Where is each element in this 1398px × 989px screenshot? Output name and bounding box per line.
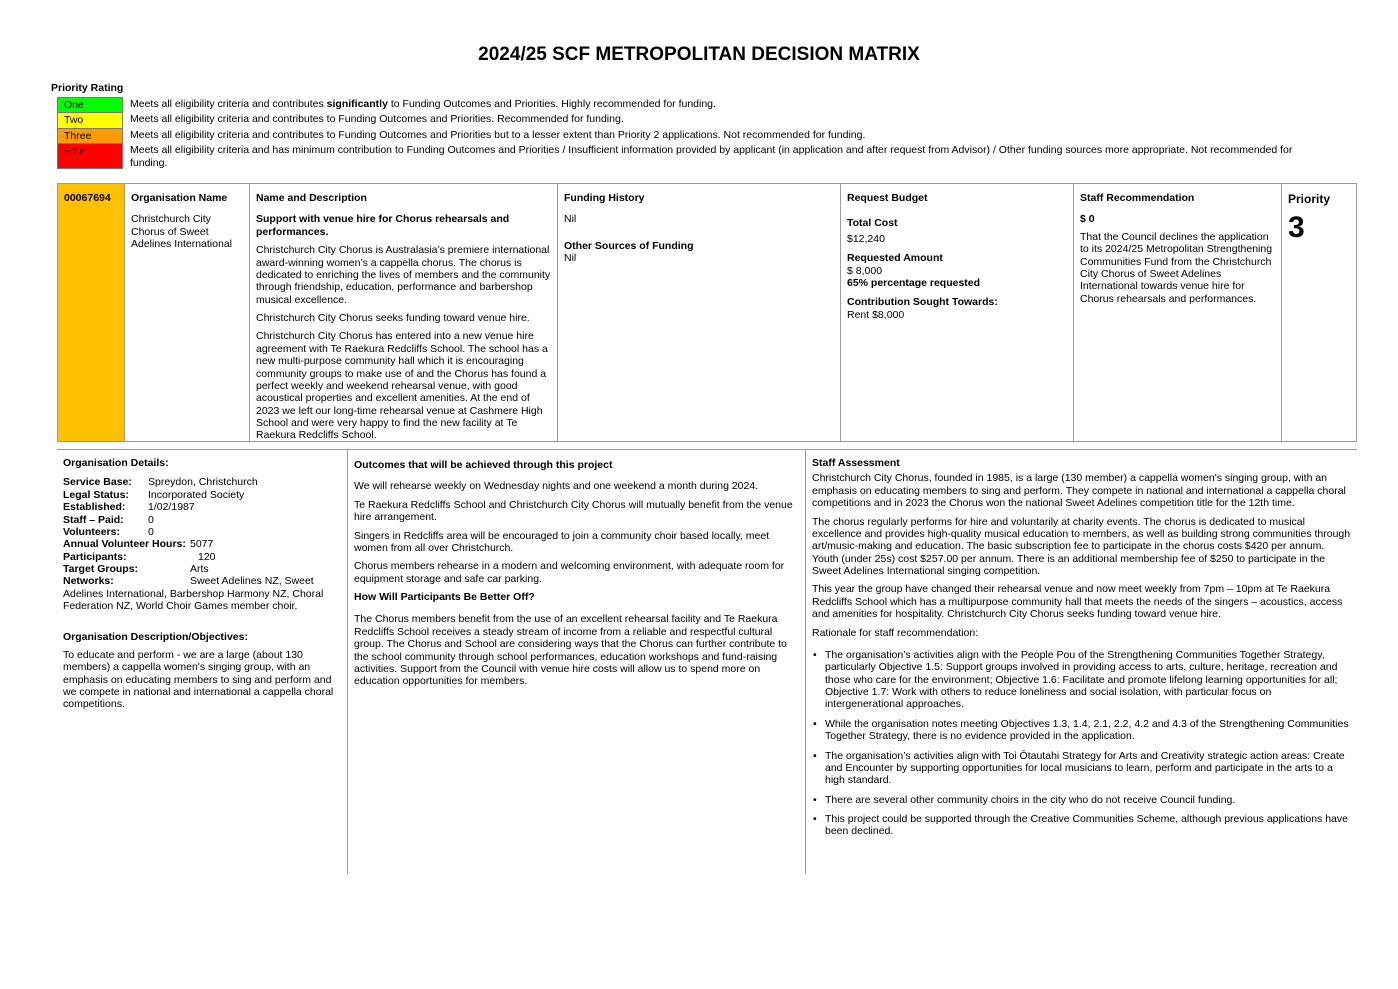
priority-rating-heading: Priority Rating	[51, 82, 124, 94]
rationale-list	[812, 649, 1352, 838]
rationale-heading: Rationale for staff recommendation:	[812, 626, 979, 639]
priority-legend	[57, 97, 1317, 170]
detail-networks: Networks: Sweet Adelines NZ, Sweet Adelines International, Barbershop Harmony NZ, Choral Federation NZ, World Choir Games member choir.	[63, 575, 324, 613]
detail-volunteer-hours: Annual Volunteer Hours: 5077	[63, 538, 214, 551]
legend-swatch-two: Two	[57, 112, 123, 127]
column-divider	[347, 450, 348, 874]
outcomes-heading: Outcomes that will be achieved through this project	[354, 459, 613, 471]
outcomes-section	[354, 459, 797, 688]
priority-value: 3	[1288, 211, 1305, 245]
outcome-item: Singers in Redcliffs area will be encouraged to join a community choir based locally, meet women from all over Christchurch.	[354, 529, 770, 554]
detail-established: Established: 1/02/1987	[63, 501, 195, 514]
funding-history-value: Nil	[564, 213, 577, 226]
application-id: 00067694	[58, 184, 125, 441]
rationale-item: • This project could be supported through the Creative Communities Scheme, although previous applications have been declined.	[812, 813, 1352, 838]
detail-target-groups: Target Groups: Arts	[63, 563, 209, 575]
funding-history-cell	[558, 184, 841, 441]
description-paragraph: Christchurch City Chorus is Australasia’s premiere international award-winning women’s a cappella chorus. The chorus is dedicated to enriching the lives of members and the community through friendship, education, performance and barbershop musical excellence.	[256, 244, 551, 306]
outcome-item: Chorus members rehearse in a modern and welcoming environment, with adequate room for equipment storage and safe car parking.	[354, 560, 785, 585]
staff-recommendation-amount: $ 0	[1080, 213, 1095, 226]
legend-text-three: Meets all eligibility criteria and contributes to Funding Outcomes and Priorities but to a lesser extent than Priority 2 applications. Not recommended for funding.	[130, 128, 866, 141]
legend-text-one: Meets all eligibility criteria and contributes significantly to Funding Outcomes and Priorities. Highly recommended for funding.	[130, 98, 716, 110]
priority-cell	[1282, 184, 1356, 441]
legend-text-two: Meets all eligibility criteria and contributes to Funding Outcomes and Priorities. Recommended for funding.	[130, 113, 624, 126]
legend-row-three	[57, 128, 1317, 143]
detail-participants: Participants: 120	[63, 550, 216, 563]
request-budget-cell	[841, 184, 1074, 441]
funding-history-header: Funding History	[564, 192, 645, 204]
better-off-heading: How Will Participants Be Better Off?	[354, 591, 535, 603]
requested-amount-value: $ 8,000	[847, 264, 883, 277]
organisation-details-section	[63, 457, 341, 711]
rationale-item: • There are several other community choirs in the city who do not receive Council funding.	[812, 794, 1352, 806]
description-paragraph: Christchurch City Chorus has entered into a new venue hire agreement with Te Raekura Redcliffs School. The school has a new multi-purpose community hall which it is encouraging community groups to make use of and the Chorus has found a perfect weekly and weekend rehearsal venue, with good acoustical properties and excellent amenities. At the end of 2023 we left our long-time rehearsal venue at Cashmere High School and were very happy to find the new facility at Te Raekura Redcliffs School.	[256, 330, 548, 442]
description-cell	[250, 184, 558, 441]
total-cost-label: Total Cost	[847, 217, 898, 230]
section-divider	[57, 449, 1357, 450]
staff-recommendation-text: That the Council declines the application to its 2024/25 Metropolitan Strengthening Communities Fund from the Christchurch City Chorus of Sweet Adelines International towards venue hire for Chorus rehearsals and performances.	[1080, 230, 1273, 305]
organisation-details-heading: Organisation Details:	[63, 457, 169, 469]
objectives-text: To educate and perform - we are a large (about 130 members) a cappella women's singing group, with an emphasis on educating members to sing and perform and we compete in national and international a cappella choral competitions.	[63, 648, 334, 711]
requested-amount-label: Requested Amount	[847, 252, 943, 265]
percentage-requested: 65% percentage requested	[847, 276, 981, 289]
staff-assessment-heading: Staff Assessment	[812, 457, 900, 469]
legend-row-one	[57, 97, 1317, 112]
assessment-paragraph: This year the group have changed their rehearsal venue and now meet weekly from 7pm – 10pm at Te Raekura Redcliffs School which has a multipurpose community hall that meets the needs of the singers – acoustics, access and amenities for hospitality. Christchurch City Chorus seeks funding toward venue hire.	[812, 583, 1343, 621]
legend-row-four	[57, 143, 1317, 170]
detail-service-base: Service Base: Spreydon, Christchurch	[63, 476, 258, 489]
total-cost-value: $12,240	[847, 232, 885, 245]
assessment-paragraph: Christchurch City Chorus, founded in 1985, is a large (130 member) a cappella women's singing group, with an emphasis on educating members to sing and perform. They compete in national and international a cappella choral competitions and in 2023 the Chorus won the national Sweet Adelines competition title for the 12th time.	[812, 472, 1346, 510]
rationale-item: • The organisation’s activities align with Toi Ōtautahi Strategy for Arts and Creativity strategic action areas: Create and Encounter by supporting opportunities for local musicians to learn, perform and participate in the arts to a high standard.	[812, 750, 1352, 787]
legend-swatch-three: Three	[57, 128, 123, 143]
other-sources-value: Nil	[564, 252, 577, 265]
description-header: Name and Description	[256, 192, 367, 204]
staff-assessment-section	[812, 457, 1352, 845]
rationale-item: • The organisation’s activities align with the People Pou of the Strengthening Communities Together Strategy, particularly Objective 1.5: Support groups involved in providing access to arts, culture, heritage, recreation and those who care for the environment; Objective 1.6: Facilitate and promote lifelong learning opportunities for all; Objective 1.7: Work with others to reduce loneliness and social isolation, with particular focus on intergenerational approaches.	[812, 649, 1352, 711]
outcome-item: Te Raekura Redcliffs School and Christchurch City Chorus will mutually benefit from the venue hire arrangement.	[354, 498, 793, 524]
organisation-name-header: Organisation Name	[131, 192, 228, 204]
legend-swatch-one: One	[57, 97, 123, 112]
other-sources-header: Other Sources of Funding	[564, 239, 694, 252]
description-paragraph: Christchurch City Chorus seeks funding toward venue hire.	[256, 312, 530, 324]
organisation-name-cell	[125, 184, 250, 441]
better-off-text: The Chorus members benefit from the use of an excellent rehearsal facility and Te Raekura Redcliffs School receives a steady stream of income from a reliable and respectful cultural group. The Chorus and School are considering ways that the Chorus can further contribute to the school community through school performances, education workshops and fund-raising activities. Support from the Council with venue hire costs will allow us to spend more on education opportunities for members.	[354, 613, 787, 688]
legend-row-two	[57, 112, 1317, 127]
objectives-heading: Organisation Description/Objectives:	[63, 630, 248, 643]
contribution-value: Rent $8,000	[847, 308, 905, 321]
organisation-name: Christchurch City Chorus of Sweet Adelines International	[131, 213, 232, 251]
request-budget-header: Request Budget	[847, 192, 928, 204]
legend-text-four: Meets all eligibility criteria and has minimum contribution to Funding Outcomes and Priorities / Insufficient information provided by applicant (in application and after request from Advisor) / Other funding sources more appropriate. Not recommended for funding.	[130, 144, 1293, 169]
rationale-item: • While the organisation notes meeting Objectives 1.3, 1.4, 2.1, 2.2, 4.2 and 4.3 of the Strengthening Communities Together Strategy, there is no evidence provided in the application.	[812, 718, 1352, 743]
project-title: Support with venue hire for Chorus rehearsals and performances.	[256, 213, 510, 238]
application-summary-table	[57, 183, 1357, 442]
detail-staff-paid: Staff – Paid: 0	[63, 513, 154, 526]
assessment-paragraph: The chorus regularly performs for hire and voluntarily at charity events. The chorus is dedicated to musical excellence and provides high-quality musical education to members, as well as building strong communities through art/music-making and education. The basic subscription fee to participate in the chorus costs $420 per annum. Youth (under 25s) cost $257.00 per annum. There is an additional membership fee of $250 to participate in the Sweet Adelines International singing competition.	[812, 515, 1351, 577]
detail-volunteers: Volunteers: 0	[63, 525, 154, 538]
detail-legal-status: Legal Status: Incorporated Society	[63, 488, 245, 501]
staff-recommendation-cell	[1074, 184, 1282, 441]
staff-recommendation-header: Staff Recommendation	[1080, 192, 1195, 204]
column-divider	[805, 450, 806, 874]
legend-swatch-four: Four	[57, 143, 123, 169]
page-title: 2024/25 SCF METROPOLITAN DECISION MATRIX	[478, 44, 920, 65]
priority-header: Priority	[1288, 192, 1331, 206]
outcome-item: We will rehearse weekly on Wednesday nights and one weekend a month during 2024.	[354, 480, 759, 493]
contribution-label: Contribution Sought Towards:	[847, 296, 998, 309]
